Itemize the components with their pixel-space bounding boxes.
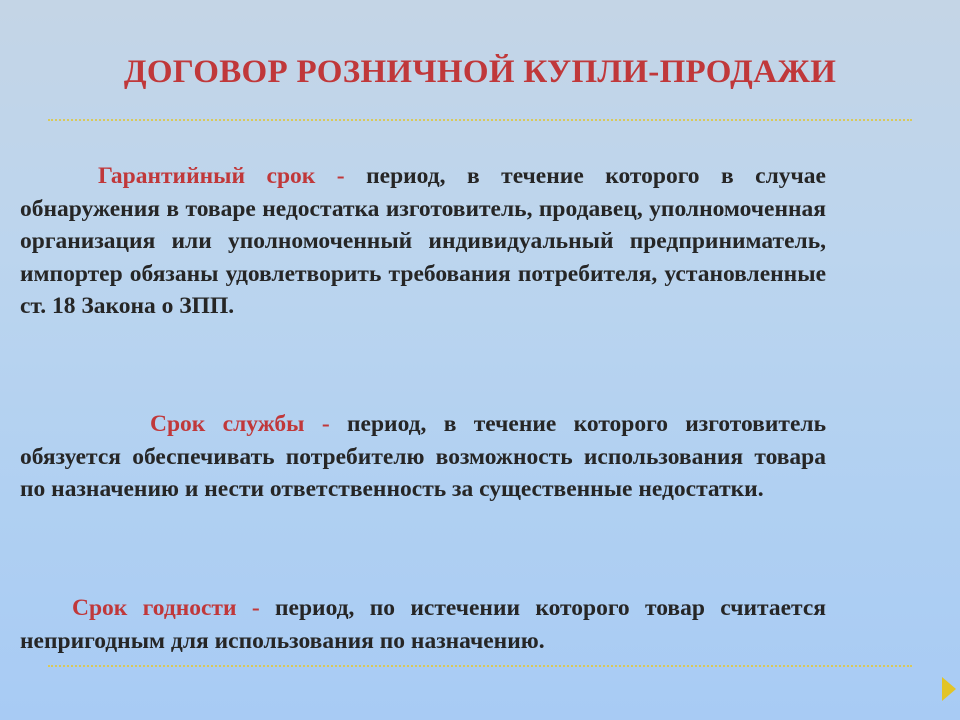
definition-warranty-period: период, в течение которого в случае обнаружения в товаре недостатка изготовитель, продавец, уполномоченная организация или уполномоченный индивидуальный предприниматель, импортер обязаны удовлетворить требования потребителя, установленные ст. 18 Закона о ЗПП. [20, 163, 826, 319]
divider-bottom [48, 665, 912, 667]
triangle-right-icon [942, 677, 956, 701]
paragraph-warranty-period [20, 160, 826, 323]
definition-service-life: период, в течение которого изготовитель обязуется обеспечивать потребителю возможность использования товара по назначению и нести ответственность за существенные недостатки. [20, 411, 826, 502]
paragraph-service-life [20, 408, 826, 506]
definition-shelf-life: период, по истечении которого товар считается непригодным для использования по назначению. [20, 595, 826, 654]
slide-title: ДОГОВОР РОЗНИЧНОЙ КУПЛИ-ПРОДАЖИ [123, 54, 837, 90]
term-warranty-period: Гарантийный срок - [98, 163, 345, 189]
term-shelf-life: Срок годности - [72, 595, 260, 621]
term-service-life: Срок службы - [150, 411, 330, 437]
paragraph-shelf-life [20, 592, 826, 657]
divider-top [48, 119, 912, 121]
